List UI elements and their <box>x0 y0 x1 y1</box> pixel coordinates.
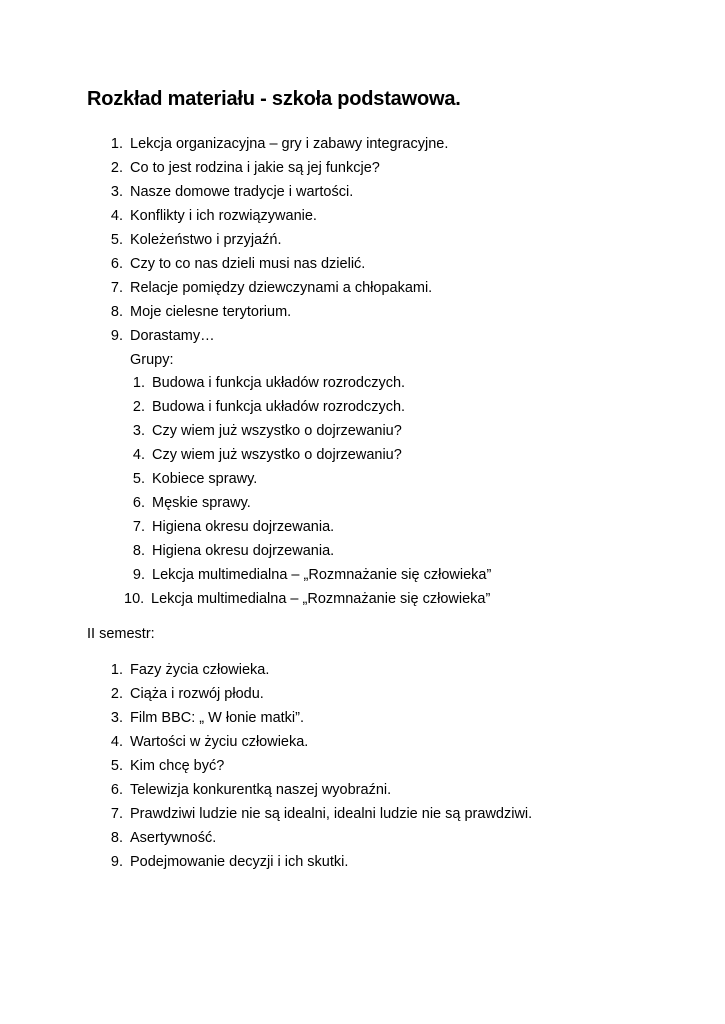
list-item-text: Prawdziwi ludzie nie są idealni, idealni ludzie nie są prawdziwi. <box>130 806 533 822</box>
list-item-number: 8. <box>132 543 145 559</box>
list-item-text: Czy wiem już wszystko o dojrzewaniu? <box>152 447 402 463</box>
list-item-number: 10. <box>124 591 145 607</box>
list-item-number: 4. <box>110 734 123 750</box>
list-item-number: 3. <box>132 423 145 439</box>
list-item-number: 4. <box>110 208 123 224</box>
list-item-text: Co to jest rodzina i jakie są jej funkcje? <box>130 160 380 176</box>
list-item-text: Konflikty i ich rozwiązywanie. <box>130 208 317 224</box>
list-item-number: 2. <box>132 399 145 415</box>
list-item-number: 5. <box>132 471 145 487</box>
list-item-text: Kim chcę być? <box>130 758 225 774</box>
list-item-number: 1. <box>132 375 145 391</box>
list-item-text: Budowa i funkcja układów rozrodczych. <box>152 375 406 391</box>
list-item-number: 2. <box>110 686 123 702</box>
list-item-number: 3. <box>110 184 123 200</box>
list-item-number: 8. <box>110 830 123 846</box>
list-item-number: 4. <box>132 447 145 463</box>
list-item-text: Budowa i funkcja układów rozrodczych. <box>152 399 406 415</box>
list-item-number: 9. <box>110 854 123 870</box>
list-item-number: 9. <box>110 328 123 344</box>
list-item-text: Męskie sprawy. <box>152 495 251 511</box>
list-item-number: 6. <box>110 256 123 272</box>
list-item-text: Ciąża i rozwój płodu. <box>130 686 264 702</box>
list-item-number: 6. <box>132 495 145 511</box>
list-item-text: Telewizja konkurentką naszej wyobraźni. <box>130 782 392 798</box>
list-item-number: 8. <box>110 304 123 320</box>
list-item-text: Lekcja organizacyjna – gry i zabawy integracyjne. <box>130 136 449 152</box>
list-item-text: Wartości w życiu człowieka. <box>130 734 309 750</box>
list-item-text: Relacje pomiędzy dziewczynami a chłopakami. <box>130 280 433 296</box>
list-item-text: Lekcja multimedialna – „Rozmnażanie się człowieka” <box>152 567 492 583</box>
list-item-number: 5. <box>110 232 123 248</box>
list-item-number: 2. <box>110 160 123 176</box>
list-item-text: Film BBC: „ W łonie matki”. <box>130 710 305 726</box>
list-item-number: 1. <box>110 662 123 678</box>
list-item-text: Fazy życia człowieka. <box>130 662 270 678</box>
list-item-text: Czy to co nas dzieli musi nas dzielić. <box>130 256 366 272</box>
semester-label: II semestr: <box>87 626 155 642</box>
list-item-text: Lekcja multimedialna – „Rozmnażanie się człowieka” <box>151 591 491 607</box>
list-item-text: Kobiece sprawy. <box>152 471 258 487</box>
document-title: Rozkład materiału - szkoła podstawowa. <box>87 88 461 110</box>
list-item-number: 6. <box>110 782 123 798</box>
list-item-number: 7. <box>110 280 123 296</box>
list-item-number: 7. <box>110 806 123 822</box>
list-item-number: 5. <box>110 758 123 774</box>
list-item-number: 7. <box>132 519 145 535</box>
list-item-text: Koleżeństwo i przyjaźń. <box>130 232 282 248</box>
list-item-number: 9. <box>132 567 145 583</box>
list-item-text: Nasze domowe tradycje i wartości. <box>130 184 354 200</box>
list-item-text: Higiena okresu dojrzewania. <box>152 519 335 535</box>
list-item-text: Asertywność. <box>130 830 217 846</box>
list-item-number: 1. <box>110 136 123 152</box>
list-item-number: 3. <box>110 710 123 726</box>
list-item-text: Podejmowanie decyzji i ich skutki. <box>130 854 349 870</box>
list-item-text: Dorastamy… <box>130 328 215 344</box>
list-item-text: Czy wiem już wszystko o dojrzewaniu? <box>152 423 402 439</box>
groups-label: Grupy: <box>130 352 174 368</box>
list-item-text: Moje cielesne terytorium. <box>130 304 292 320</box>
list-item-text: Higiena okresu dojrzewania. <box>152 543 335 559</box>
